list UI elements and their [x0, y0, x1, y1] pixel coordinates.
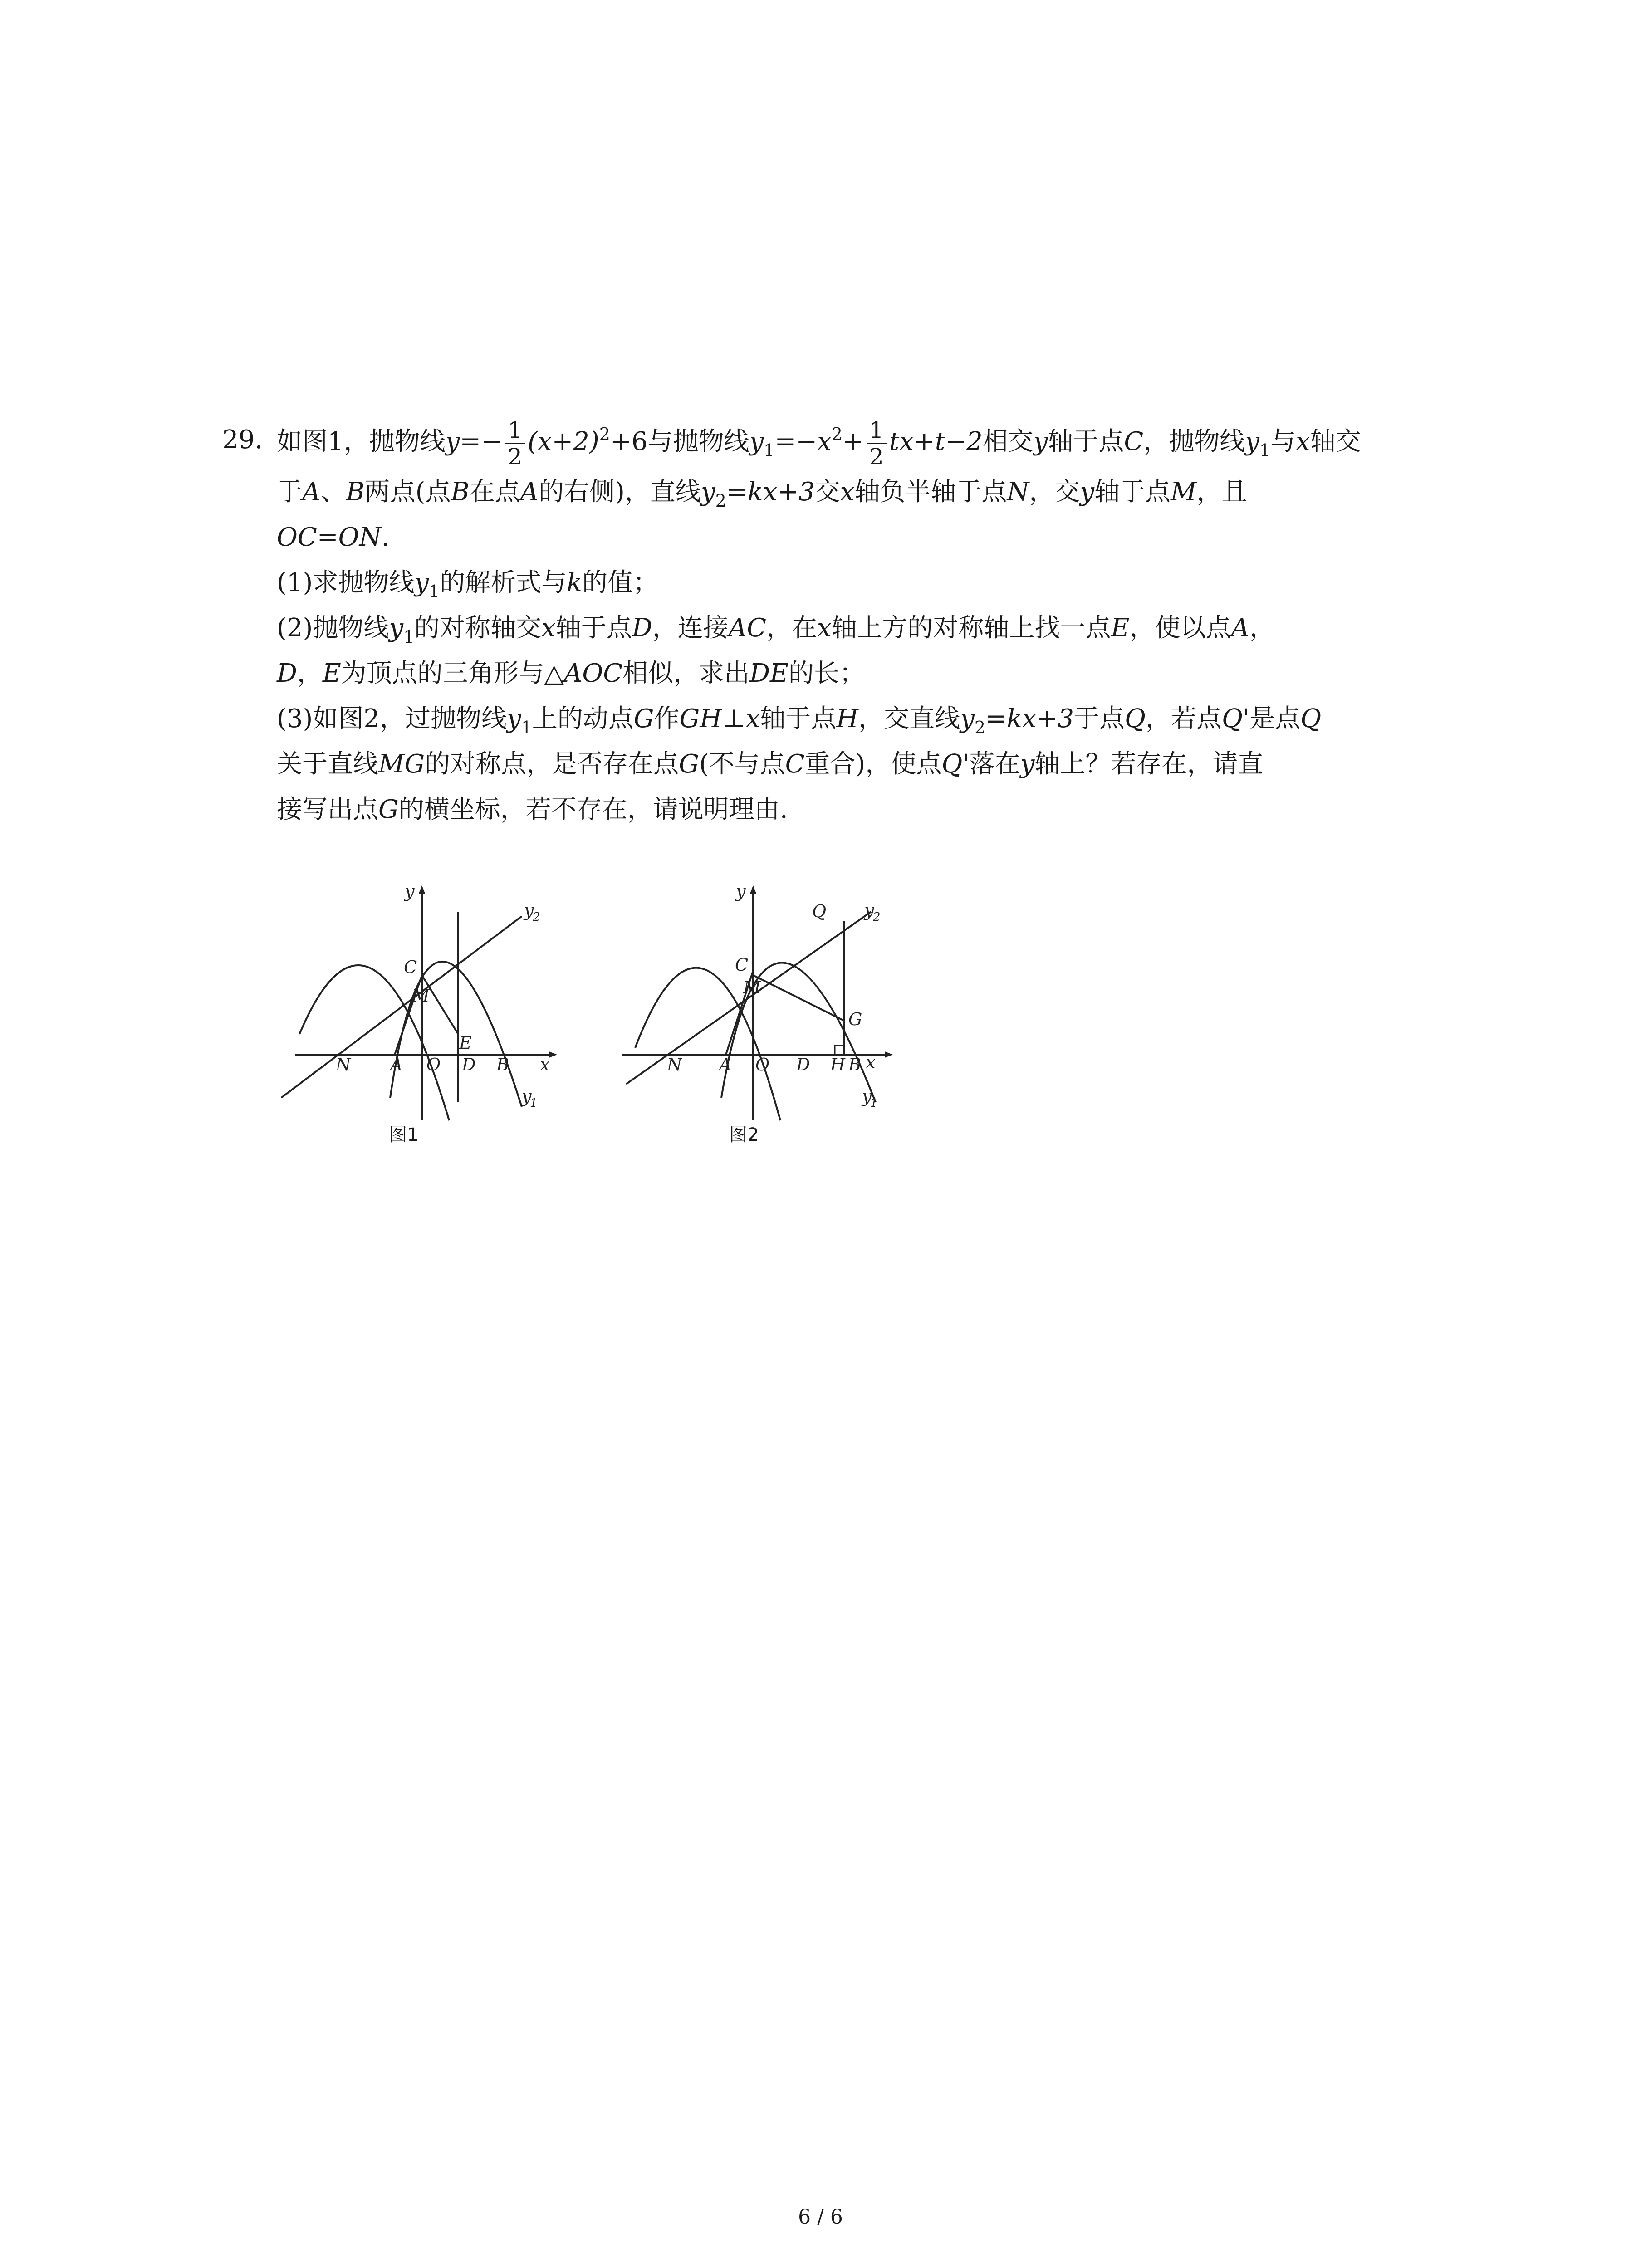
- label-h: H: [830, 1055, 846, 1075]
- label-y2: y: [864, 900, 874, 920]
- svg-text:1: 1: [870, 1096, 878, 1110]
- problem-statement-line-2: 于A、B两点(点B在点A的右侧)，直线$y_2=kx+3$交x轴负半轴于点N，交y轴于点M，且: [277, 477, 1248, 511]
- problem-statement-line-3: OC=ON.: [277, 523, 390, 552]
- svg-text:2: 2: [533, 910, 540, 924]
- page-number: 6 / 6: [798, 2205, 843, 2229]
- problem-29: [222, 417, 1447, 832]
- question-1: (1)求抛物线$y_1$的解析式与k的值；: [277, 568, 659, 601]
- question-3-line-2: 关于直线MG的对称点，是否存在点G(不与点C重合)，使点Q'落在y轴上？若存在，请直: [277, 749, 1264, 779]
- label-n: N: [667, 1055, 682, 1075]
- label-g: G: [848, 1009, 862, 1029]
- label-e: E: [459, 1033, 472, 1053]
- label-y: y: [405, 885, 415, 901]
- question-3-line-3: 接写出点G的横坐标，若不存在，请说明理由.: [277, 795, 788, 824]
- right-angle-mark: [835, 1046, 844, 1055]
- problem-number: 29.: [222, 425, 263, 455]
- label-d: D: [462, 1055, 476, 1075]
- figure-1: [277, 885, 572, 1145]
- label-y1: y: [522, 1086, 532, 1106]
- label-b: B: [848, 1055, 861, 1075]
- segment-mg: [753, 975, 844, 1021]
- problem-statement-line-1: 如图1，抛物线y=− $\frac{1}{2}$ $(x+2)^2+6$与抛物线$y_1=-x^2+$ $\frac{1}{2}$ tx+t−2相交y轴于点C，抛物线$y_1$与x轴交: [277, 417, 1361, 470]
- question-2-line-2: D，E为顶点的三角形与△AOC相似，求出DE的长；: [277, 659, 865, 688]
- label-c: C: [735, 955, 749, 975]
- figure-1-caption: 图1: [389, 1124, 419, 1145]
- label-a: A: [390, 1055, 403, 1075]
- label-y2: y: [524, 900, 534, 920]
- label-x: x: [540, 1055, 550, 1075]
- label-b: B: [496, 1055, 509, 1075]
- label-q: Q: [812, 901, 827, 921]
- question-3-line-1: (3)如图2，过抛物线$y_1$上的动点G作GH⊥x轴于点H，交直线$y_2=kx+3$于点Q，若点Q'是点Q: [277, 704, 1322, 738]
- figure-2-graph: [617, 885, 912, 1125]
- label-o: O: [755, 1055, 770, 1075]
- label-a: A: [719, 1055, 732, 1075]
- question-2-line-1: (2)抛物线$y_1$的对称轴交x轴于点D，连接AC，在x轴上方的对称轴上找一点E，使以点A，: [277, 613, 1275, 647]
- figure-1-graph: [277, 885, 572, 1125]
- svg-text:1: 1: [530, 1096, 538, 1110]
- figure-2: [617, 885, 912, 1145]
- label-o: O: [426, 1055, 441, 1075]
- label-m: M: [412, 986, 430, 1006]
- label-y: y: [736, 885, 746, 901]
- label-n: N: [336, 1055, 351, 1075]
- label-y1: y: [862, 1086, 872, 1106]
- svg-text:2: 2: [873, 910, 881, 924]
- label-d: D: [796, 1055, 810, 1075]
- label-m: M: [743, 978, 761, 997]
- label-c: C: [404, 957, 417, 977]
- figure-2-caption: 图2: [729, 1124, 759, 1145]
- parabola-y1: [390, 962, 522, 1107]
- label-x: x: [866, 1052, 876, 1072]
